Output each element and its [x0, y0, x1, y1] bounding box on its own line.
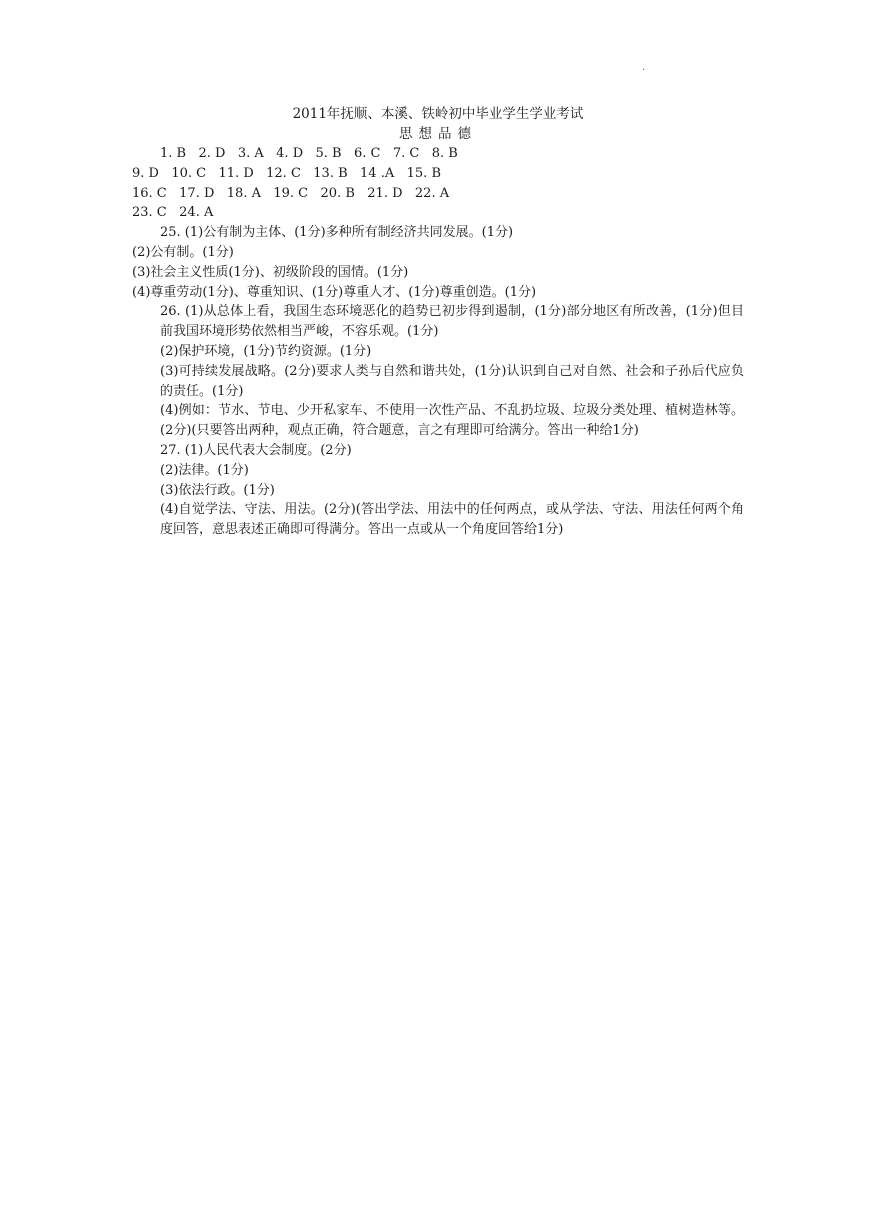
q25-part-1: 25. (1)公有制为主体、(1分)多种所有制经济共同发展。(1分) — [160, 225, 514, 241]
q27-part-4: (4)自觉学法、守法、用法。(2分)(答出学法、用法中的任何两点，或从学法、守法、用法任何两个角度回答，意思表述正确即可得满分。答出一点或从一个角度回答给1分) — [160, 502, 744, 538]
corner-mark: . — [642, 62, 646, 73]
q26-part-4: (4)例如：节水、节电、少开私家车、不使用一次性产品、不乱扔垃圾、垃圾分类处理、植树造林等。(2分)(只要答出两种，观点正确，符合题意，言之有理即可给满分。答出一种给1分) — [160, 403, 744, 439]
q27-part-3: (3)依法行政。(1分) — [160, 482, 275, 498]
q25-part-2: (2)公有制。(1分) — [132, 244, 234, 260]
q26-part-3: (3)可持续发展战略。(2分)要求人类与自然和谐共处，(1分)认识到自己对自然、社会和子孙后代应负的责任。(1分) — [160, 363, 744, 399]
exam-title: 2011年抚顺、本溪、铁岭初中毕业学生学业考试 — [292, 106, 584, 122]
q26-part-2: (2)保护环境，(1分)节约资源。(1分) — [160, 343, 372, 359]
q27-part-1: 27. (1)人民代表大会制度。(2分) — [160, 442, 352, 458]
answer-document — [132, 104, 744, 540]
mc-answers-row-2: 9. D 10. C 11. D 12. C 13. B 14 .A 15. B — [132, 165, 441, 181]
mc-answers-row-3: 16. C 17. D 18. A 19. C 20. B 21. D 22. A — [132, 185, 450, 201]
subject-title: 思想品德 — [399, 126, 477, 142]
q26-part-1: 26. (1)从总体上看，我国生态环境恶化的趋势已初步得到遏制，(1分)部分地区有所改善，(1分)但目前我国环境形势依然相当严峻，不容乐观。(1分) — [160, 304, 744, 340]
mc-answers-row-4: 23. C 24. A — [132, 205, 214, 221]
q25-part-3: (3)社会主义性质(1分)、初级阶段的国情。(1分) — [132, 264, 409, 280]
mc-answers-row-1: 1. B 2. D 3. A 4. D 5. B 6. C 7. C 8. B — [160, 146, 458, 161]
q27-part-2: (2)法律。(1分) — [160, 462, 249, 478]
q25-part-4: (4)尊重劳动(1分)、尊重知识、(1分)尊重人才、(1分)尊重创造。(1分) — [132, 284, 537, 300]
